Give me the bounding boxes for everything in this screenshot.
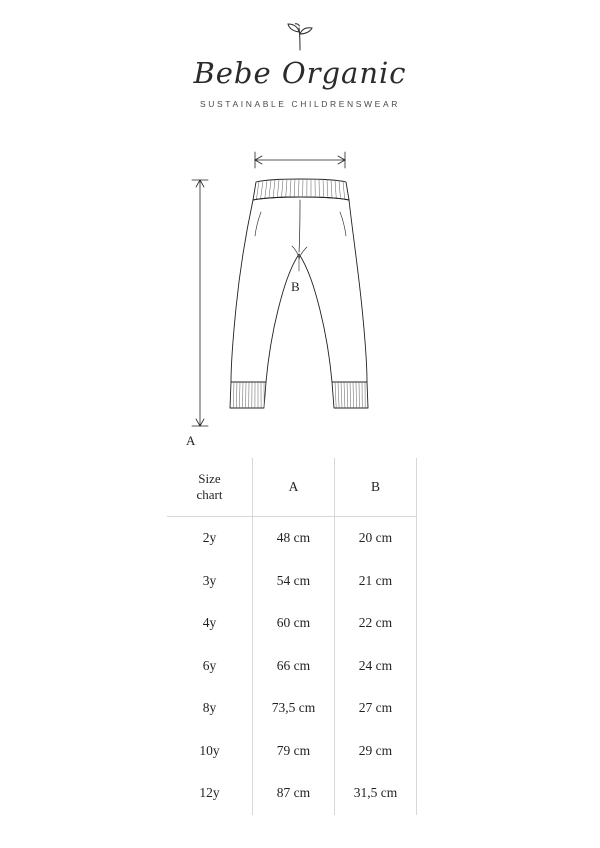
size-chart-head [167,458,417,517]
cell-size: 4y [167,602,252,645]
cell-b: 29 cm [334,730,416,773]
brand-tagline: SUSTAINABLE CHILDRENSWEAR [200,99,400,109]
size-chart-body [167,517,417,815]
header-size-line2: chart [196,487,223,502]
brand-name: Bebe Organic [193,56,407,90]
cell-a: 66 cm [252,645,334,688]
cell-size: 3y [167,560,252,603]
table-row [167,645,417,688]
header-size-line1: Size [198,470,221,486]
size-chart [167,458,417,815]
cell-b: 20 cm [334,517,416,560]
table-row [167,560,417,603]
cell-size: 2y [167,517,252,560]
table-row [167,772,417,815]
header-column-a: A [252,458,334,517]
width-arrow [255,152,345,168]
dimension-label-b: B [291,279,300,294]
cell-b: 31,5 cm [334,772,416,815]
cell-a: 48 cm [252,517,334,560]
header-size-chart [167,458,252,517]
brand-header [0,22,600,109]
length-arrow [192,180,208,426]
cell-a: 60 cm [252,602,334,645]
cell-b: 22 cm [334,602,416,645]
cell-b: 27 cm [334,687,416,730]
cell-a: 87 cm [252,772,334,815]
header-column-b: B [334,458,416,517]
cell-a: 54 cm [252,560,334,603]
trousers-measurement-diagram [0,138,600,448]
table-row [167,730,417,773]
table-header-row [167,458,417,517]
cell-size: 6y [167,645,252,688]
cell-b: 24 cm [334,645,416,688]
leaf-sprig-icon [0,22,600,52]
table-row [167,517,417,560]
cell-b: 21 cm [334,560,416,603]
table-row [167,687,417,730]
dimension-label-a: A [186,433,196,448]
table-row [167,602,417,645]
cell-size: 10y [167,730,252,773]
size-chart-table [167,458,417,815]
cell-a: 79 cm [252,730,334,773]
cell-a: 73,5 cm [252,687,334,730]
cell-size: 8y [167,687,252,730]
cell-size: 12y [167,772,252,815]
